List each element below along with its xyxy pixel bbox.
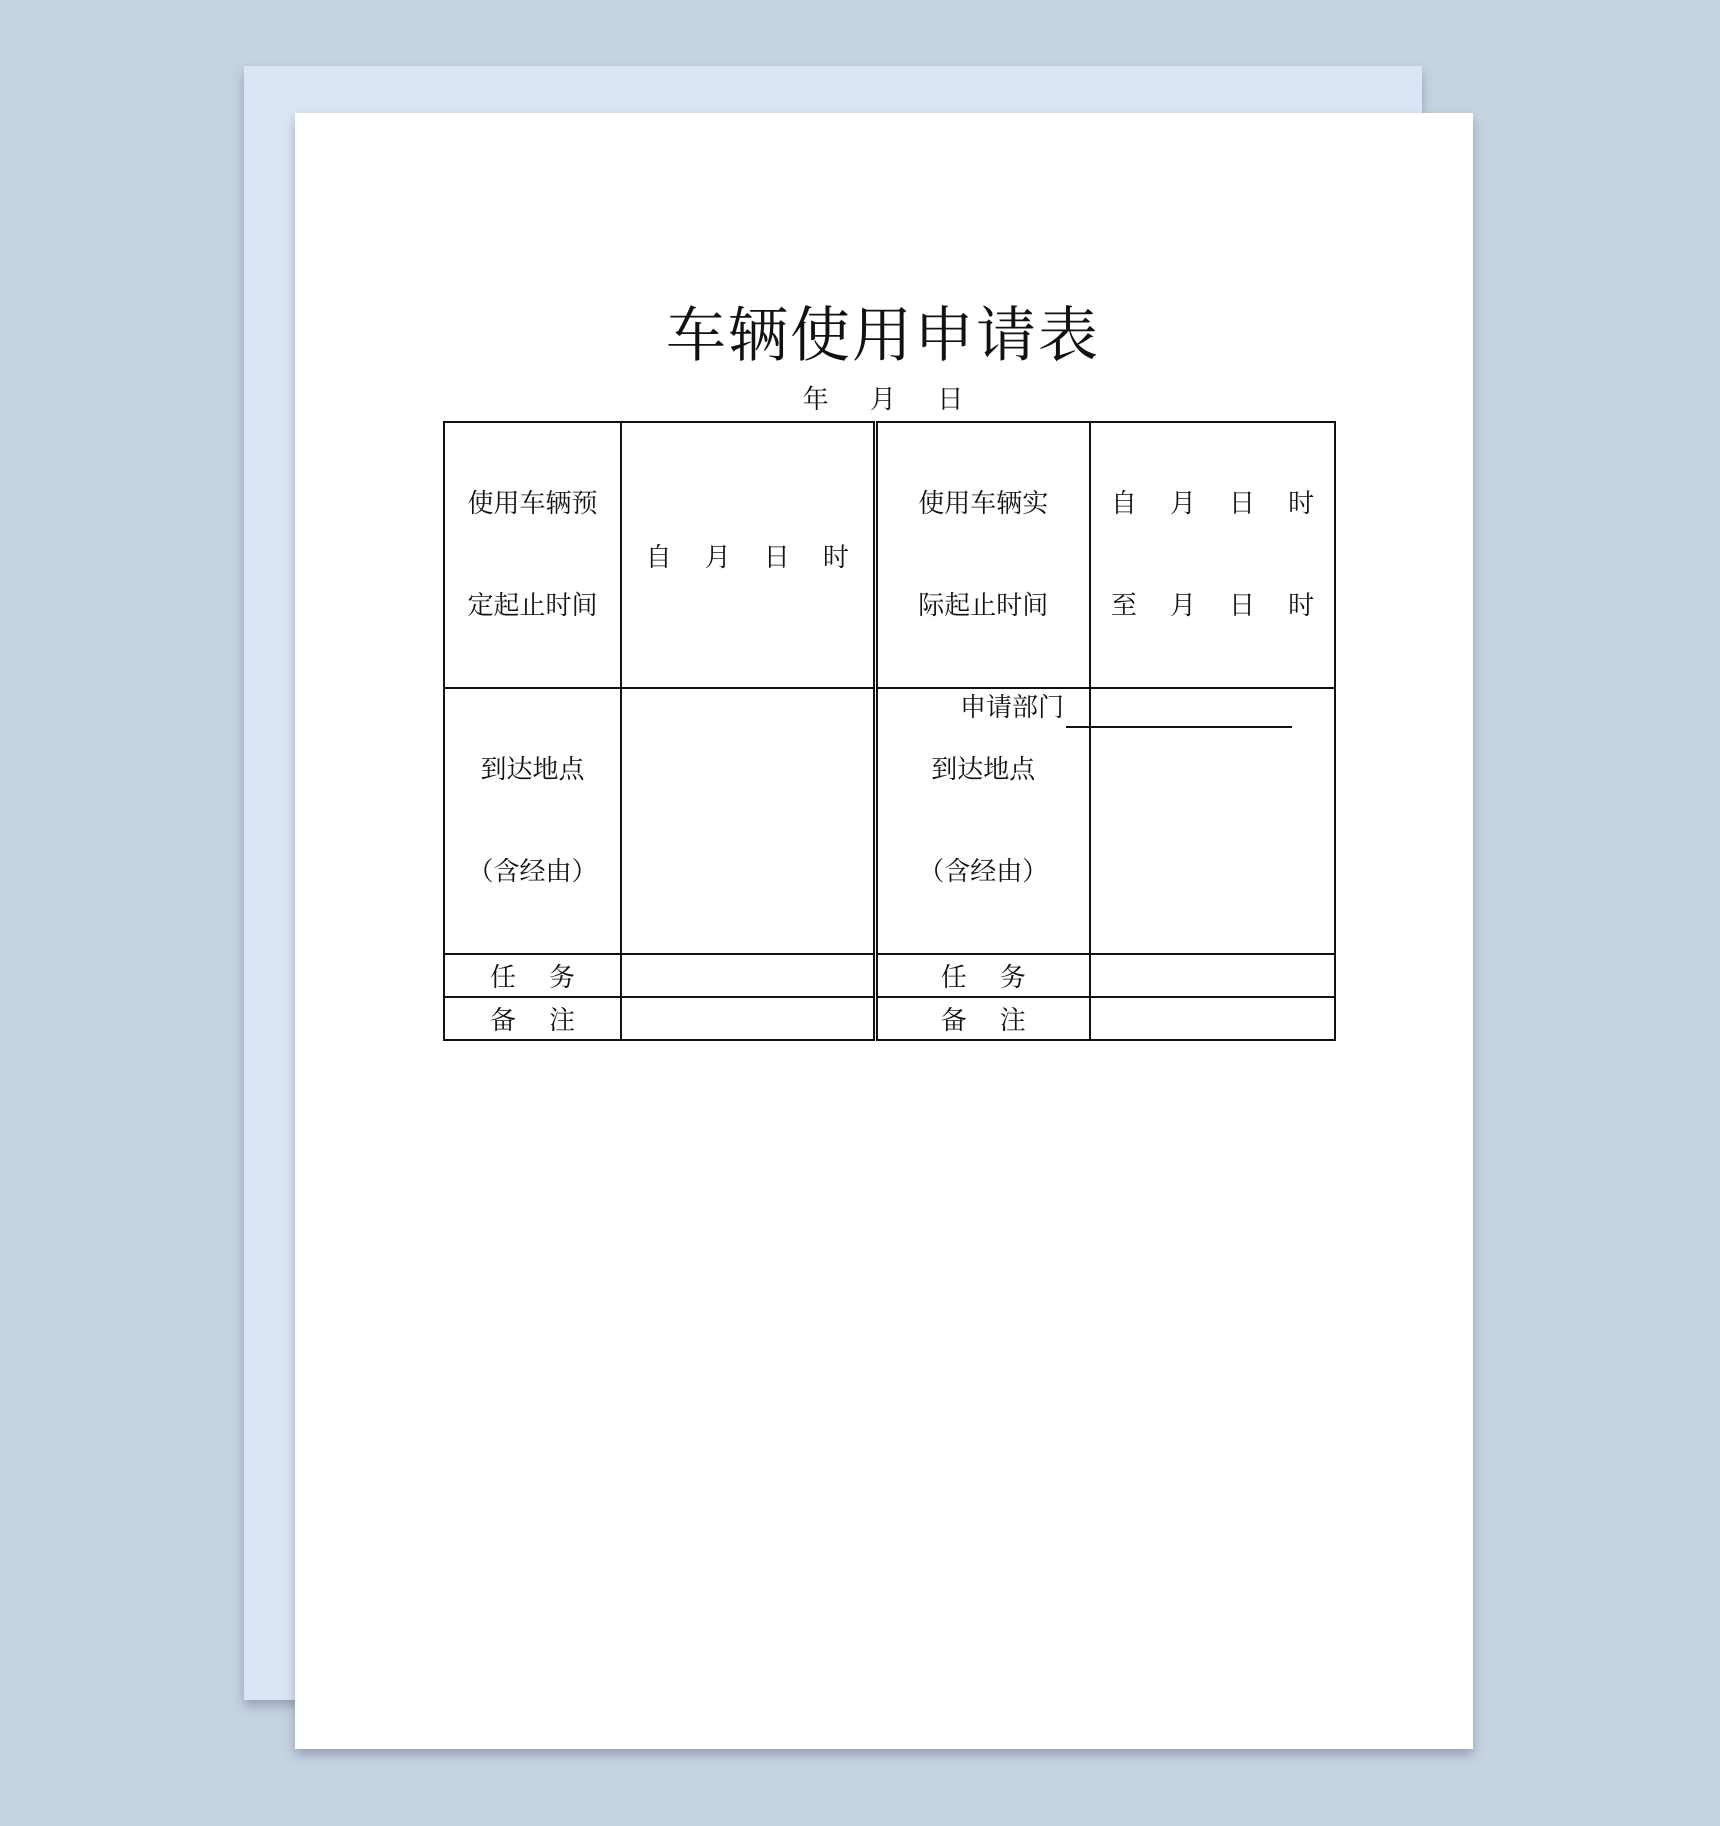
table-row-remarks (444, 997, 1335, 1040)
department-blank-field[interactable] (1066, 694, 1292, 728)
planned-time-from: 自 月 日 时 (645, 542, 849, 573)
date-line: 年 月 日 (802, 385, 964, 415)
remarks-label-right: 备 注 (875, 997, 1090, 1040)
task-value-right[interactable] (1090, 954, 1335, 997)
destination-value-left[interactable] (621, 688, 875, 954)
remarks-value-left[interactable] (621, 997, 875, 1040)
actual-time-label-line-1: 使用车辆实 (918, 489, 1049, 519)
remarks-value-right[interactable] (1090, 997, 1335, 1040)
destination-label-right-line-2: （含经由） (918, 857, 1049, 887)
vehicle-request-table (443, 421, 1336, 1041)
actual-time-label (875, 422, 1090, 688)
destination-label-left-line-2: （含经由） (467, 857, 598, 887)
task-label-left: 任 务 (444, 954, 621, 997)
destination-label-left (444, 688, 621, 954)
actual-time-to: 至 月 日 时 (1110, 591, 1315, 621)
planned-time-label (444, 422, 621, 688)
planned-time-label-line-2: 定起止时间 (467, 591, 598, 621)
planned-time-label-line-1: 使用车辆预 (467, 489, 598, 519)
department-line (960, 688, 1292, 728)
actual-time-from: 自 月 日 时 (1110, 489, 1315, 519)
planned-time-value[interactable] (621, 422, 875, 688)
department-label: 申请部门 (960, 693, 1065, 723)
task-label-right: 任 务 (875, 954, 1090, 997)
destination-label-left-line-1: 到达地点 (480, 755, 585, 785)
task-value-left[interactable] (621, 954, 875, 997)
remarks-label-left: 备 注 (444, 997, 621, 1040)
destination-label-right-line-1: 到达地点 (931, 755, 1036, 785)
actual-time-value[interactable] (1090, 422, 1335, 688)
form-title: 车辆使用申请表 (666, 301, 1100, 371)
table-row-task (444, 954, 1335, 997)
table-row-planned-time (444, 422, 1335, 688)
actual-time-label-line-2: 际起止时间 (918, 591, 1049, 621)
